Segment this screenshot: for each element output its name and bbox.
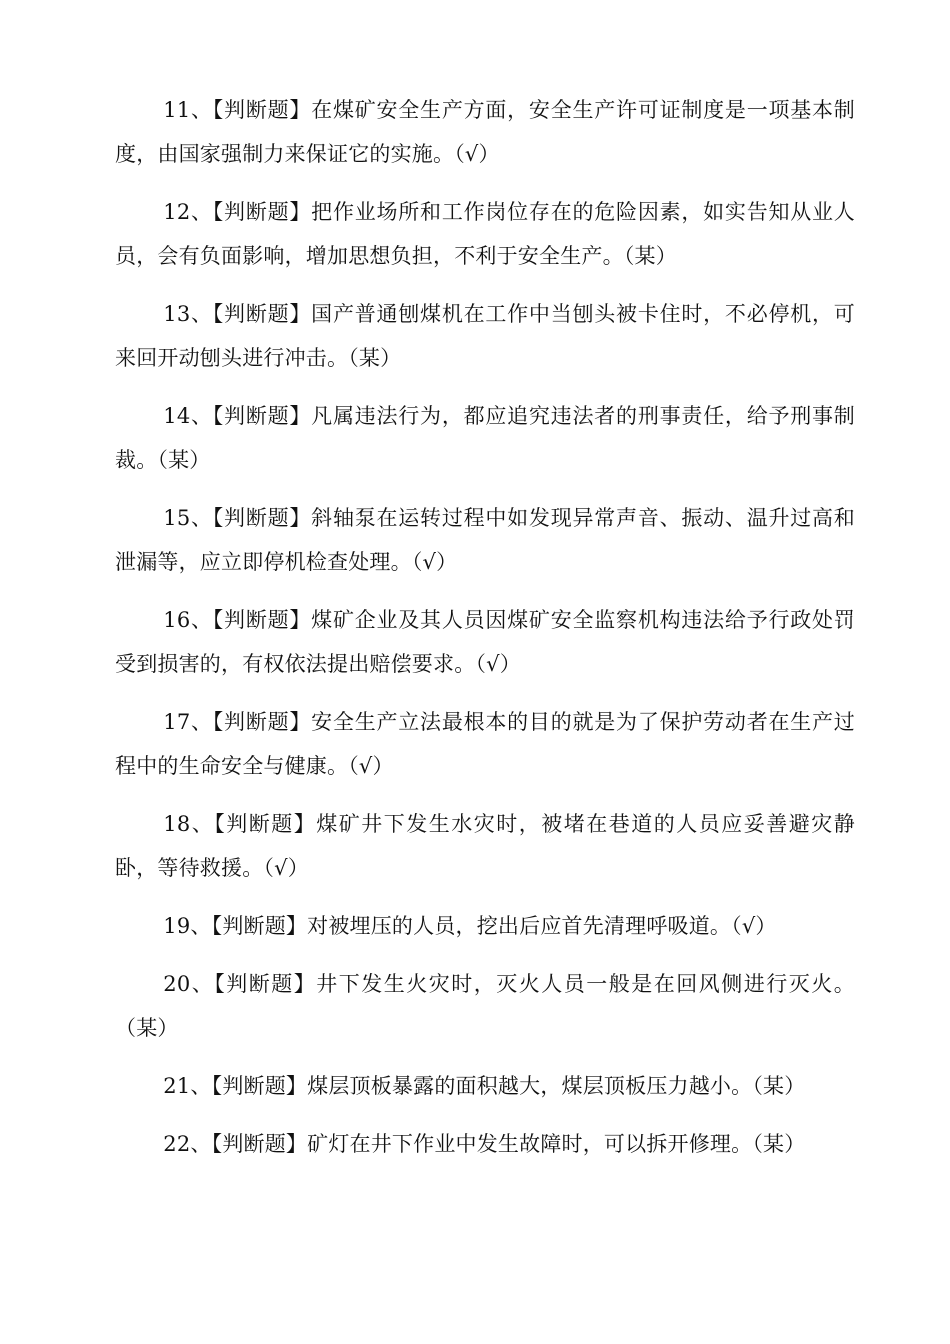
question-number: 15、 — [163, 506, 213, 530]
question-number: 18、 — [163, 812, 215, 836]
question-type: 【判断题】 — [212, 302, 312, 326]
question-text: 煤矿企业及其人员因煤矿安全监察机构违法给予行政处罚受到损害的，有权依法提出赔偿要求。 — [115, 608, 856, 676]
question-item-20 — [115, 962, 855, 1050]
question-number: 13、 — [163, 302, 213, 326]
question-type: 【判断题】 — [212, 506, 312, 530]
question-type: 【判断题】 — [212, 404, 312, 428]
question-type: 【判断题】 — [212, 200, 312, 224]
question-answer: （某） — [348, 346, 402, 370]
question-item-11 — [115, 88, 855, 176]
question-item-16 — [115, 598, 855, 686]
question-list — [115, 88, 855, 1166]
question-text: 把作业场所和工作岗位存在的危险因素，如实告知从业人员，会有负面影响，增加思想负担，不利于安全生产。 — [115, 200, 856, 268]
question-type: 【判断题】 — [211, 914, 308, 938]
question-text: 井下发生火灾时，灭火人员一般是在回风侧进行灭火。 — [316, 972, 855, 996]
question-number: 22、 — [163, 1132, 212, 1156]
question-item-15 — [115, 496, 855, 584]
question-number: 14、 — [163, 404, 213, 428]
question-item-19 — [115, 904, 855, 948]
question-type: 【判断题】 — [211, 1074, 308, 1098]
question-number: 17、 — [163, 710, 213, 734]
question-answer: （某） — [752, 1132, 806, 1156]
question-answer: （√） — [731, 914, 777, 938]
question-number: 12、 — [163, 200, 213, 224]
question-type: 【判断题】 — [212, 608, 312, 632]
question-item-21 — [115, 1064, 855, 1108]
question-text: 凡属违法行为，都应追究违法者的刑事责任，给予刑事制裁。 — [115, 404, 856, 472]
question-text: 对被埋压的人员，挖出后应首先清理呼吸道。 — [307, 914, 732, 938]
question-text: 煤层顶板暴露的面积越大，煤层顶板压力越小。 — [307, 1074, 753, 1098]
question-item-13 — [115, 292, 855, 380]
question-number: 16、 — [163, 608, 213, 632]
question-answer: （某） — [752, 1074, 806, 1098]
question-answer: （某） — [623, 244, 677, 268]
question-type: 【判断题】 — [212, 710, 312, 734]
question-answer: （√） — [411, 550, 458, 574]
question-number: 11、 — [163, 98, 213, 122]
question-number: 20、 — [163, 972, 215, 996]
question-number: 21、 — [163, 1074, 212, 1098]
question-item-12 — [115, 190, 855, 278]
question-type: 【判断题】 — [214, 812, 317, 836]
question-text: 煤矿井下发生水灾时，被堵在巷道的人员应妥善避灾静卧，等待救援。 — [115, 812, 855, 880]
question-answer: （√） — [263, 856, 309, 880]
question-answer: （√） — [454, 142, 500, 166]
question-answer: （√） — [475, 652, 521, 676]
question-text: 安全生产立法最根本的目的就是为了保护劳动者在生产过程中的生命安全与健康。 — [115, 710, 856, 778]
question-answer: （某） — [115, 1016, 179, 1040]
question-text: 斜轴泵在运转过程中如发现异常声音、振动、温升过高和泄漏等，应立即停机检查处理。 — [115, 506, 856, 574]
question-number: 19、 — [163, 914, 212, 938]
question-item-22 — [115, 1122, 855, 1166]
question-type: 【判断题】 — [214, 972, 317, 996]
question-answer: （某） — [157, 448, 211, 472]
question-item-17 — [115, 700, 855, 788]
question-type: 【判断题】 — [212, 98, 312, 122]
question-text: 国产普通刨煤机在工作中当刨头被卡住时，不必停机，可来回开动刨头进行冲击。 — [115, 302, 856, 370]
question-text: 矿灯在井下作业中发生故障时，可以拆开修理。 — [307, 1132, 753, 1156]
question-item-14 — [115, 394, 855, 482]
question-item-18 — [115, 802, 855, 890]
question-type: 【判断题】 — [211, 1132, 308, 1156]
question-text: 在煤矿安全生产方面，安全生产许可证制度是一项基本制度，由国家强制力来保证它的实施。 — [115, 98, 856, 166]
question-answer: （√） — [348, 754, 394, 778]
